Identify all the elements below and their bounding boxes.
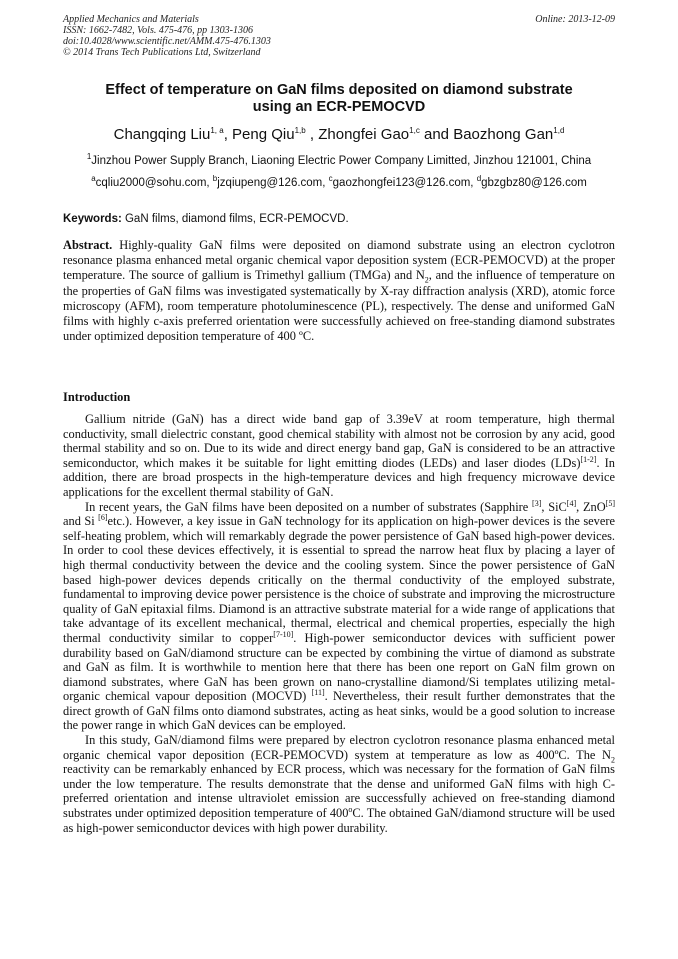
title-line-1: Effect of temperature on GaN films deposited on diamond substrate (105, 82, 573, 98)
author-separator: , (223, 126, 233, 143)
author-affil-sup: 1,d (553, 126, 565, 135)
paragraph-text: Gallium nitride (GaN) has a direct wide band gap of 3.39eV at room temperature, high thermal conductivity, small dielectric constant, good chemical stability with almost not be corrosion by any acid, good thermal stability and so on. Due to its wide and direct energy band gap, GaN is considered to be an attractive semiconductor, which makes it be suitable for light emitting diodes (LEDs) and laser diodes (LDs) (63, 412, 615, 470)
citation[interactable]: [1-2] (580, 454, 597, 464)
abstract-text: Highly-quality GaN films were deposited on diamond substrate using an electron cyclotron resonance plasma enhanced metal organic chemical vapor deposition system (ECR-PEMOCVD) at the proper temperature. The source of gallium is Trimethyl gallium (TMGa) and N (63, 238, 615, 283)
introduction-body (63, 412, 615, 835)
affiliation-text: Jinzhou Power Supply Branch, Liaoning Electric Power Company Limitted, Jinzhou 121001, China (91, 155, 592, 167)
citation[interactable]: [7-10] (273, 629, 294, 639)
email-sup: c (328, 174, 333, 184)
introduction-heading: Introduction (63, 390, 131, 404)
author-affil-sup: 1,c (409, 126, 420, 135)
author-affil-sup: 1, a (210, 126, 224, 135)
email-sup: b (212, 174, 218, 184)
paragraph-text: In recent years, the GaN films have been deposited on a number of substrates (Sapphire (85, 499, 533, 514)
online-date: Online: 2013-12-09 (535, 14, 615, 25)
paragraph-text: and Si (63, 514, 99, 529)
abstract-text: , and the influence of temperature on the properties of GaN films was investigated systematically by X-ray diffraction analysis (XRD), atomic force microscopy (AFM), room temperature photoluminescence (PL), respectively. The dense and uniformed GaN films with highly c-axis preferred orientation were successfully achieved on free-standing diamond substrates under optimized deposition temperature of 400 ºC. (63, 268, 615, 344)
paragraph-text: reactivity can be remarkably enhanced by ECR process, which was necessary for the formation of GaN films under the low temperature. The results demonstrate that the dense and uniformed GaN films with high C-preferred orientation and intense ultraviolet emission are successfully achieved on free-standing diamond substrates under optimized deposition temperature of 400 (63, 762, 615, 821)
citation[interactable]: [4] (566, 498, 577, 508)
paragraph-text: etc.). However, a key issue in GaN technology for its application on high-power devices is the severe self-heating problem, which will remarkably degrade the power persistence of GaN based high-power devices. In order to cool these devices effectively, it is essential to spread the narrow heat flux by placing a layer of high thermal conductivity between the device and the cooling system. Since the power persistence of GaN based high-power devices depends critically on the thermal conductivity of the employed substrate, fundamental to improving device power persistence is the choice of substrate and improving the microstructure quality of GaN epitaxial films. Diamond is an attractive substrate material for a wide range of applications that take advantage of its excellent mechanical, thermal, electrical and chemical properties, especially the high thermal conductivity similar to copper (63, 514, 615, 645)
paragraph-text: . In addition, there are broad prospects in the high-temperature devices and high frequency microwave device applications for the excellent thermal stability of GaN. (63, 455, 615, 499)
author-separator: and (419, 126, 454, 143)
copyright-line: © 2014 Trans Tech Publications Ltd, Switzerland (63, 47, 261, 58)
paragraph-text: , ZnO (576, 499, 606, 514)
author-affil-sup: 1,b (294, 126, 306, 135)
paragraph-1 (63, 412, 615, 500)
abstract (63, 238, 615, 344)
author-name: Baozhong Gan (453, 126, 554, 143)
citation[interactable]: [11] (311, 688, 325, 698)
email-sup: a (91, 174, 96, 184)
paragraph-text: In this study, GaN/diamond films were prepared by electron cyclotron resonance plasma enhanced metal organic chemical vapor deposition (ECR-PEMOCVD) system at temperature as low as 400ºC. The N (63, 733, 615, 762)
author-list (40, 126, 638, 144)
citation[interactable]: [6] (98, 513, 108, 523)
paragraph-text: C. The obtained GaN/diamond structure will be used as high-power semiconductor devices with high power durability. (63, 806, 615, 835)
citation[interactable]: [5] (605, 498, 615, 508)
author-separator: , (305, 126, 319, 143)
email-address[interactable]: gaozhongfei123@126.com, (332, 177, 477, 189)
title-line-2: using an ECR-PEMOCVD (252, 99, 426, 115)
email-address[interactable]: gbzgbz80@126.com (481, 177, 587, 189)
keywords (63, 212, 615, 226)
abstract-sub: 2 (424, 275, 429, 285)
superscript: o (348, 804, 353, 814)
abstract-label: Abstract. (63, 238, 113, 252)
journal-name: Applied Mechanics and Materials (63, 14, 199, 25)
citation[interactable]: [3] (532, 498, 542, 508)
keywords-text: GaN films, diamond films, ECR-PEMOCVD. (121, 213, 349, 225)
author-name: Changqing Liu (113, 126, 211, 143)
paragraph-2 (63, 500, 615, 734)
email-address[interactable]: cqliu2000@sohu.com, (95, 177, 213, 189)
issn-line: ISSN: 1662-7482, Vols. 475-476, pp 1303-1306 (63, 25, 253, 36)
paragraph-text: , SiC (541, 499, 567, 514)
keywords-label: Keywords: (63, 213, 122, 225)
affiliation-sup: 1 (86, 152, 92, 162)
journal-header (63, 14, 271, 58)
author-name: Peng Qiu (232, 126, 295, 143)
author-name: Zhongfei Gao (318, 126, 410, 143)
doi-line: doi:10.4028/www.scientific.net/AMM.475-476.1303 (63, 36, 271, 47)
paper-title (60, 82, 618, 116)
author-emails (40, 176, 638, 190)
email-address[interactable]: jzqiupeng@126.com, (217, 177, 329, 189)
affiliation (40, 154, 638, 168)
paragraph-3 (63, 733, 615, 835)
paragraph-text: . Nevertheless, their result further demonstrates that the direct growth of GaN films onto diamond substrates, acting as heat sinks, would be a good solution to increase the power range in which GaN devices can be employed. (63, 689, 615, 733)
email-sup: d (476, 174, 482, 184)
paragraph-text: . High-power semiconductor devices with sufficient power durability based on GaN/diamond structure can be expected by combining the virtue of diamond as substrate and GaN as film. It is worthwhile to mention here that there has been one report on GaN film grown on diamond substrates, where GaN has been grown on nano-crystalline diamond/Si templates utilizing metal-organic chemical vapour deposition (MOCVD) (63, 630, 616, 704)
subscript: 2 (611, 755, 615, 765)
